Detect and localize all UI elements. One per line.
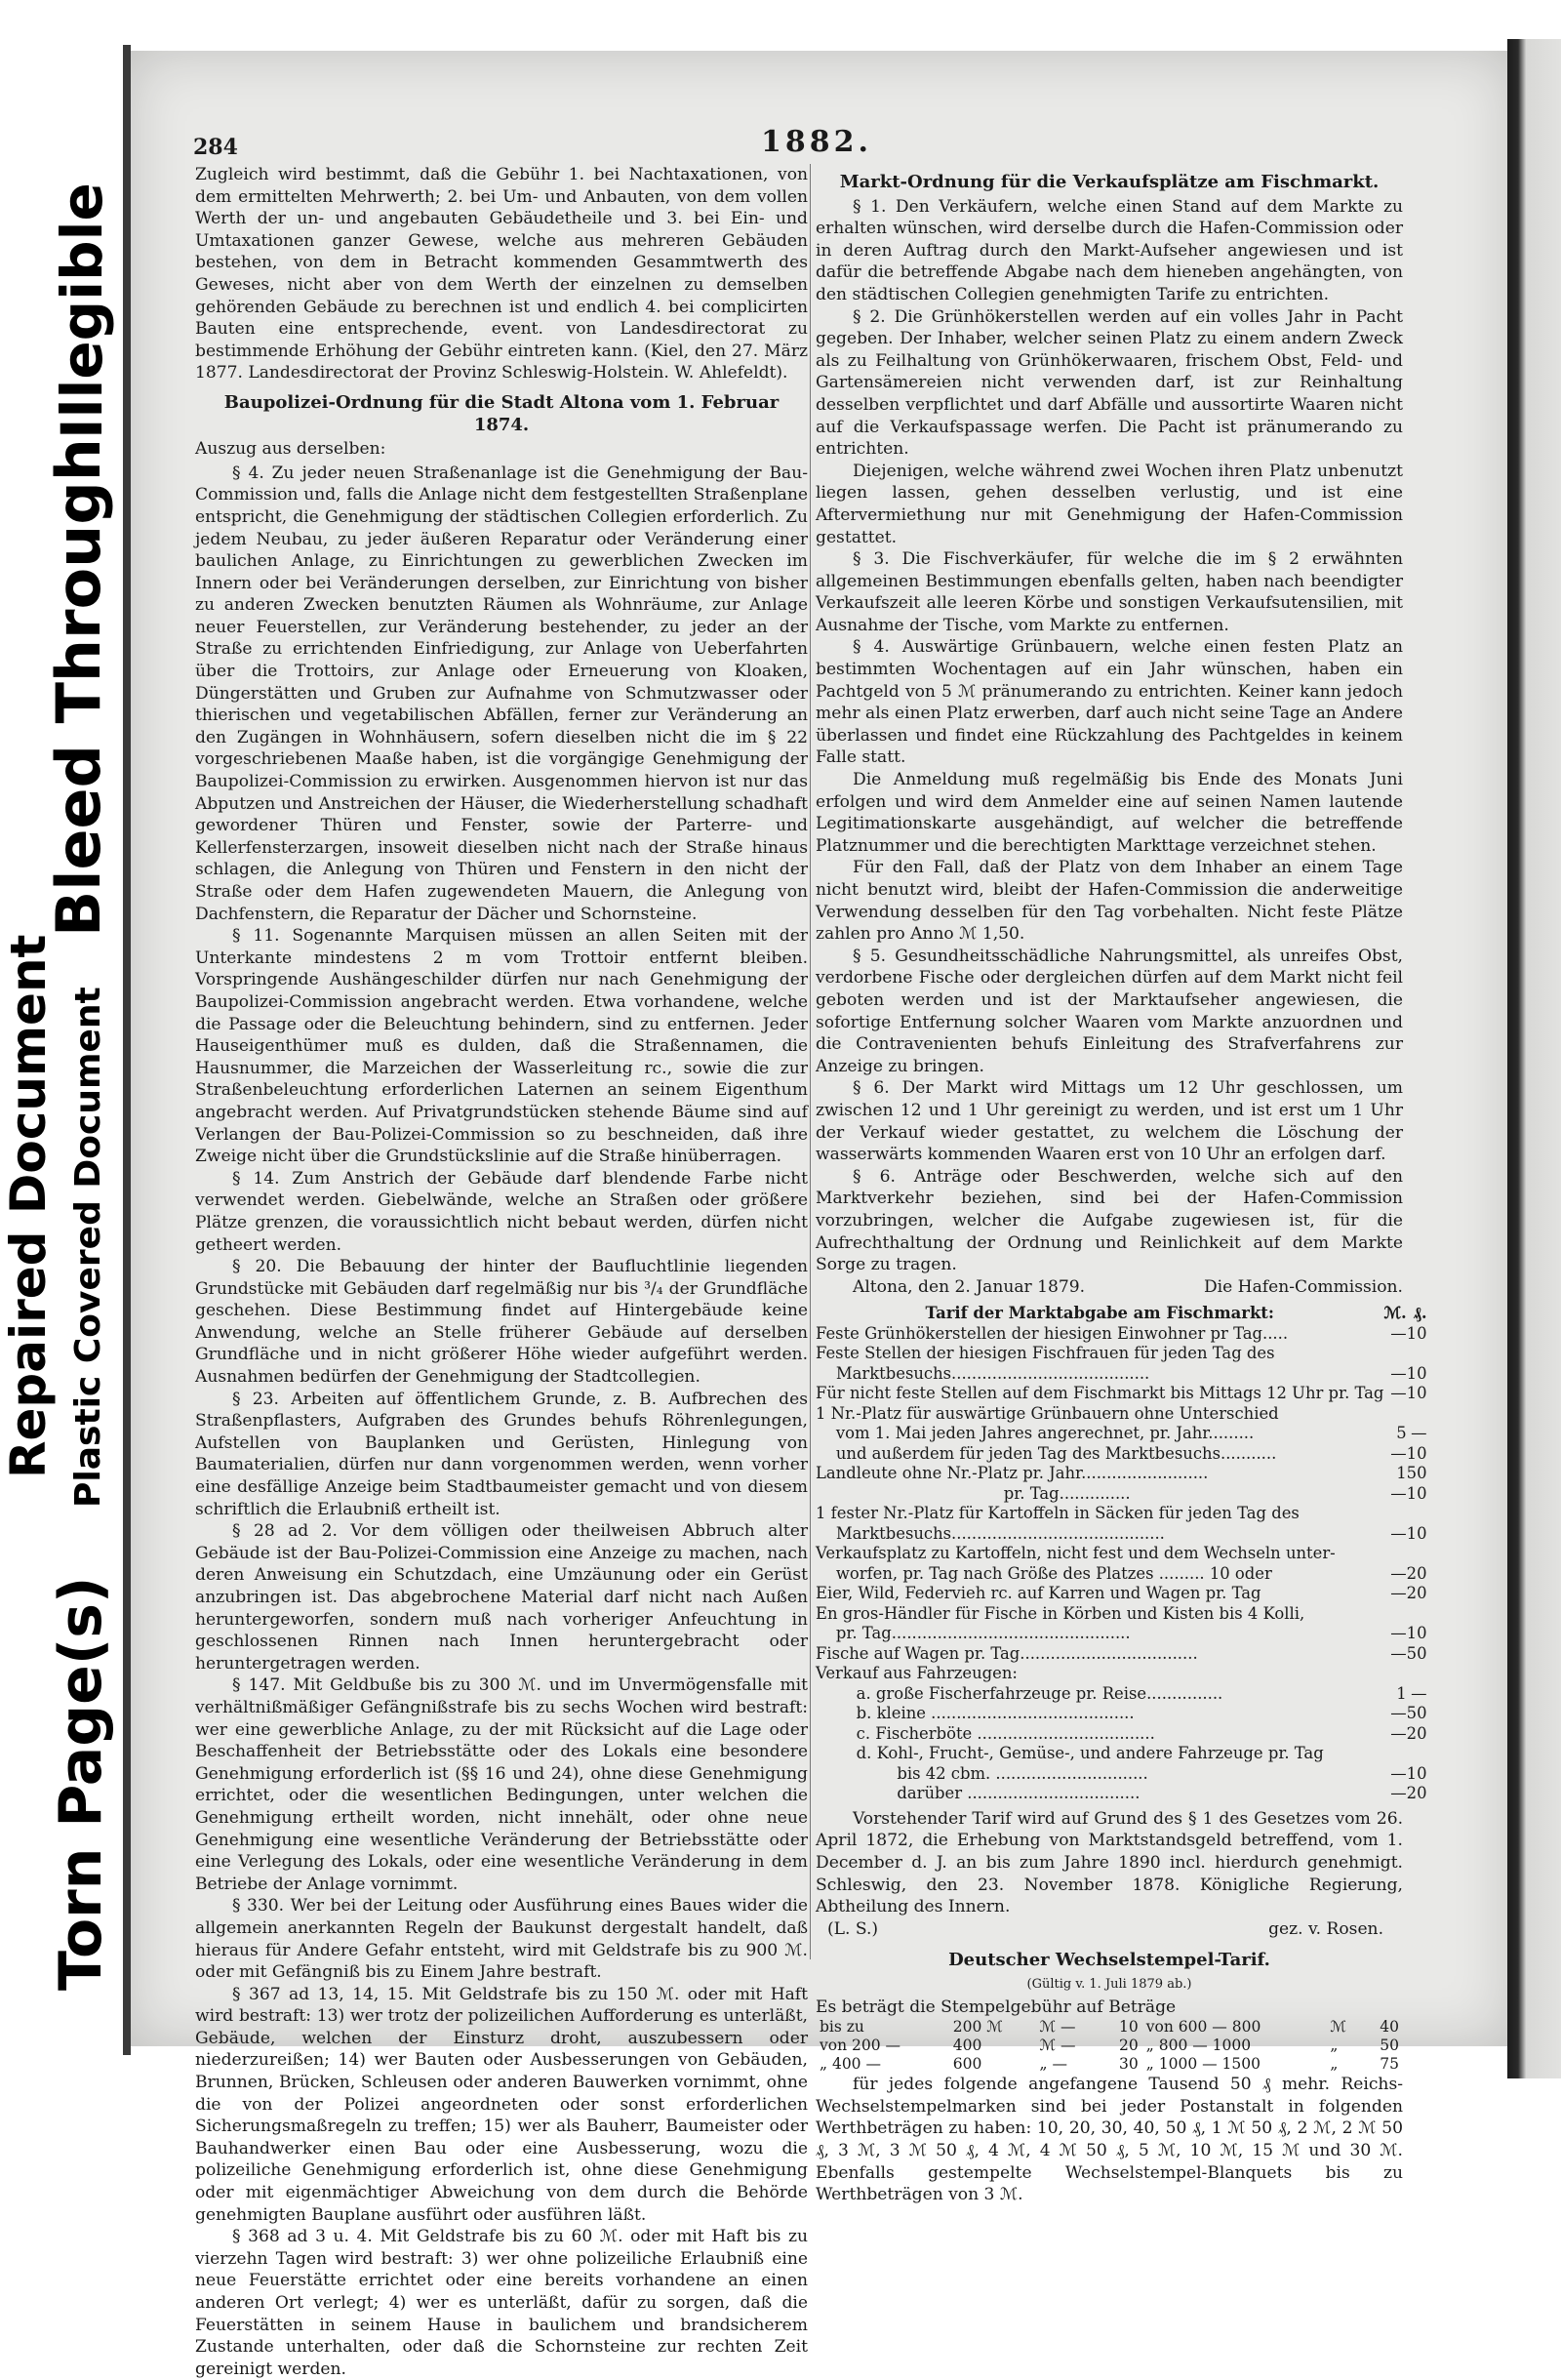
tarif-item: Feste Stellen der hiesigen Fischfrauen für jeden Tag des — [816, 1344, 1275, 1363]
tarif-mark: — — [1390, 1723, 1407, 1743]
stempel-heading: Deutscher Wechselstempel-Tarif. — [948, 1950, 1270, 1971]
stempel-cell: 30 — [1119, 2055, 1139, 2074]
stempel-cell: „ — [1330, 2037, 1339, 2055]
tarif-row — [816, 1544, 1427, 1564]
tarif-mark — [1383, 1404, 1406, 1425]
tarif-row — [816, 1604, 1427, 1625]
stempel-cell: 10 — [1119, 2018, 1139, 2037]
tarif-pf: — — [1411, 1683, 1427, 1703]
stempel-row — [816, 2018, 1403, 2037]
markt-place-date: Altona, den 2. Januar 1879. — [853, 1276, 1086, 1297]
markt-section-2: § 2. Die Grünhökerstellen werden auf ein volles Jahr in Pacht gegeben. Der Inhaber, welcher seinen Platz zu einem andern Zweck als zu Feilhaltung von Grünhökerwaaren, frischem Obst, Feld- und Gartensämereien nicht verwenden darf, ist zur Reinhaltung desselben verpflichtet und darf Abfälle und aussortirte Waaren nicht auf die Verkaufspassage werfen. Die Pacht ist pränumerando zu entrichten. — [816, 306, 1403, 460]
tarif-row — [816, 1384, 1427, 1404]
tarif-signoff — [816, 1918, 1403, 1941]
stempel-cell: 200 ℳ — [952, 2018, 1003, 2037]
stempel-cell: 75 — [1380, 2055, 1399, 2074]
baupolizei-heading: Baupolizei-Ordnung für die Stadt Altona vom 1. Februar 1874. — [223, 391, 780, 435]
intro-paragraph: Zugleich wird bestimmt, daß die Gebühr 1. bei Nachtaxationen, von dem ermittelten Mehrwerth; 2. bei Um- und Anbauten, von dem vollen Werth der un- und angebauten Gebäudetheile und 3. bei Ein- und Umtaxationen ganzer Gewese, welche aus mehreren Gebäuden bestehen, von dem in Betracht kommenden Gesammtwerth des Gewesеs, nicht aber von dem Werth der einzelnen zu demselben gehörenden Gebäude zu berechnen ist und endlich 4. bei complicirten Bauten eine entsprechende, event. von Landesdirectorat zu bestimmende Erhöhung der Gebühr eintreten kann. (Kiel, den 27. März 1877. Landesdirectorat der Provinz Schleswig-Holstein. W. Ahlefeldt). — [195, 165, 808, 383]
tarif-mark: — — [1390, 1384, 1407, 1403]
tarif-pf — [1407, 1604, 1427, 1625]
tarif-item: Für nicht feste Stellen auf dem Fischmarkt bis Mittags 12 Uhr pr. Tag — [816, 1384, 1384, 1403]
tarif-row — [816, 1564, 1427, 1585]
tarif-pf: 50 — [1406, 1704, 1427, 1723]
stempel-cell: ℳ — [1330, 2018, 1346, 2037]
tarif-title: Tarif der Marktabgabe am Fischmarkt: — [925, 1304, 1274, 1323]
section-147: § 147. Mit Geldbuße bis zu 300 ℳ. und im Unvermögensfalle mit verhältnißmäßiger Gefängnißstrafe bis zu sechs Wochen wird bestraft: wer eine gewerbliche Anlage, zu der mit Rücksicht auf die Lage oder Beschaffenheit der Betriebsstätte oder des Lokals eine besondere Genehmigung erforderlich ist (§§ 16 und 24), ohne diese Genehmigung errichtet, oder die wesentlichen Bedingungen, unter welchen die Genehmigung ertheilt worden, nicht innehält, oder ohne neue Genehmigung eine wesentliche Veränderung der Betriebsstätte oder eine Verlegung des Lokals, oder eine wesentliche Veränderung in dem Betriebe der Anlage vornimmt. — [195, 1675, 808, 1894]
tarif-row — [816, 1584, 1427, 1604]
stempel-cell: von 200 — — [820, 2037, 901, 2055]
tarif-row — [816, 1724, 1427, 1745]
tarif-item: Feste Grünhökerstellen der hiesigen Einwohner pr Tag..... — [816, 1323, 1289, 1343]
tarif-pf — [1407, 1504, 1427, 1524]
tarif-row — [816, 1464, 1427, 1484]
tarif-row — [816, 1624, 1427, 1644]
tarif-item: d. Kohl-, Frucht-, Gemüse-, und andere Fahrzeuge pr. Tag — [816, 1744, 1324, 1763]
tarif-pf: 20 — [1406, 1723, 1427, 1743]
bleed-through-label: Bleed Through — [43, 438, 114, 937]
tarif-pf: — — [1411, 1424, 1427, 1443]
tarif-row — [816, 1424, 1427, 1444]
tarif-row — [816, 1344, 1427, 1364]
marktordnung-heading: Markt-Ordnung für die Verkaufsplätze am Fischmarkt. — [839, 172, 1380, 192]
tarif-item: Verkaufsplatz zu Kartoffeln, nicht fest und dem Wechseln unter- — [816, 1544, 1336, 1563]
tarif-mark: — — [1390, 1643, 1407, 1663]
tarif-pf — [1407, 1744, 1427, 1764]
tarif-item: pr. Tag.............. — [816, 1483, 1131, 1503]
markt-section-4c: Für den Fall, daß der Platz von dem Inhaber an einem Tage nicht benutzt wird, bleibt der Hafen-Commission die anderweitige Verwendung desselben für den Tag vorbehalten. Nicht feste Plätze zahlen pro Anno ℳ 1,50. — [816, 858, 1403, 945]
tarif-mark — [1383, 1504, 1406, 1524]
section-28: § 28 ad 2. Vor dem völligen oder theilweisen Abbruch alter Gebäude ist der Bau-Polizei-Commission eine Anzeige zu machen, nach deren Anweisung ein Schutzdach, eine Umzäunung oder ein Gerüst anzubringen ist. Das abgebrochene Material darf nicht nach Außen heruntergeworfen, sondern muß nach vorheriger Anfeuchtung in geschlossenen Rinnen nach Innen heruntergebracht oder heruntergetragen werden. — [195, 1521, 808, 1674]
paper-left-edge — [123, 45, 131, 2055]
tarif-mark: — — [1390, 1704, 1407, 1723]
markt-section-2b: Diejenigen, welche während zwei Wochen ihren Platz unbenutzt liegen lassen, gehen desselben verlustig, und ist eine Aftervermiethung nur mit Genehmigung der Hafen-Commission gestattet. — [816, 461, 1403, 547]
stempel-cell: 50 — [1380, 2037, 1399, 2055]
stempel-cell: bis zu — [820, 2018, 864, 2037]
stempel-cell: von 600 — 800 — [1145, 2018, 1261, 2037]
tarif-row — [816, 1364, 1427, 1385]
torn-page-label: Torn Page(s) — [47, 1576, 115, 1991]
tarif-item: worfen, pr. Tag nach Größe des Platzes ......... 10 oder — [816, 1563, 1272, 1583]
tarif-row — [816, 1324, 1427, 1345]
tarif-item: Marktbesuchs....................................... — [816, 1363, 1150, 1383]
tarif-mark: — — [1390, 1624, 1407, 1643]
tarif-row — [816, 1784, 1427, 1804]
section-20: § 20. Die Bebauung der hinter der Baufluchtlinie liegenden Grundstücke mit Gebäuden darf regelmäßig nur bis ³/₄ der Grundfläche geschehen. Diese Bestimmung findet auf Hintergebäude keine Anwendung, welche an Stelle früherer Gebäude auf derselben Grundfläche und in nicht größerer Höhe wieder aufgeführt werden. Ausnahmen bedürfen der Genehmigung der Stadtcollegien. — [195, 1257, 808, 1388]
tarif-item: Eier, Wild, Federvieh rc. auf Karren und Wagen pr. Tag — [816, 1584, 1261, 1603]
tarif-row — [816, 1524, 1427, 1545]
stempel-cell: „ 800 — 1000 — [1145, 2037, 1252, 2055]
tarif-signature: gez. v. Rosen. — [1268, 1918, 1383, 1939]
tarif-row — [816, 1684, 1427, 1705]
markt-section-3: § 3. Die Fischverkäufer, für welche die im § 2 erwähnten allgemeinen Bestimmungen ebenfalls gelten, haben nach beendigter Verkaufszeit alle leeren Körbe und sonstigen Verkaufsutensilien, mit Ausnahme der Tische, vom Markte zu entfernen. — [816, 549, 1403, 635]
tarif-pf: 10 — [1406, 1363, 1427, 1383]
page-number: 284 — [193, 135, 238, 160]
tarif-mark: 1 — [1396, 1683, 1407, 1703]
tarif-item: und außerdem für jeden Tag des Marktbesuchs........... — [816, 1443, 1277, 1463]
section-367: § 367 ad 13, 14, 15. Mit Geldstrafe bis zu 150 ℳ. oder mit Haft wird bestraft: 13) wer trotz der polizeilichen Aufforderung es unterläßt, Gebäude, welchen der Einsturz droht, auszubessern oder niederzureißen; 14) wer Bauten oder Ausbesserungen von Gebäuden, Brunnen, Brücken, Schleusen oder anderen Bauwerken vornimmt, ohne die von der Polizei angeordneten oder sonst erforderlichen Sicherungsmaßregeln zu treffen; 15) wer als Bauherr, Baumeister oder Bauhandwerker einen Bau oder eine Ausbesserung, wozu die polizeiliche Genehmigung erforderlich ist, ohne diese Genehmigung oder mit eigenmächtiger Abweichung von dem durch die Behörde genehmigten Bauplane ausführt oder ausführen läßt. — [195, 1984, 808, 2225]
tarif-pf — [1407, 1664, 1427, 1684]
stempel-cell: 600 — [952, 2055, 982, 2074]
markt-section-6b: § 6. Anträge oder Beschwerden, welche sich auf den Marktverkehr beziehen, sind bei der Hafen-Commission vorzubringen, welcher die Aufgabe zugewiesen ist, für die Aufrechthaltung der Ordnung und Reinlichkeit auf dem Markte Sorge zu tragen. — [816, 1166, 1403, 1275]
tarif-item: pr. Tag............................................... — [816, 1624, 1131, 1643]
stempel-row — [816, 2037, 1403, 2055]
page-year: 1882. — [761, 125, 872, 159]
stempel-cell: „ — [1330, 2055, 1339, 2074]
tarif-pf: 10 — [1406, 1483, 1427, 1503]
stempel-cell: 400 — [952, 2037, 982, 2055]
tarif-item: Landleute ohne Nr.-Platz pr. Jahr......................... — [816, 1464, 1209, 1483]
section-368: § 368 ad 3 u. 4. Mit Geldstrafe bis zu 60 ℳ. oder mit Haft bis zu vierzehn Tagen wird bestraft: 3) wer ohne polizeiliche Erlaubniß eine neue Feuerstätte errichtet oder eine bereits vorhandene an einen anderen Ort verlegt; 4) wer es unterläßt, dafür zu sorgen, daß die Feuerstätten in seinem Hause in baulichem und brandsicherem Zustande unterhalten, oder daß die Schornsteine zur rechten Zeit gereinigt werden. — [195, 2227, 808, 2379]
tarif-pf: 20 — [1406, 1563, 1427, 1583]
stempel-cell: „ 400 — — [820, 2055, 881, 2074]
tarif-pf: 20 — [1406, 1584, 1427, 1603]
tarif-pf: 20 — [1406, 1784, 1427, 1803]
stempel-cell: 40 — [1380, 2018, 1399, 2037]
tarif-mark — [1383, 1344, 1406, 1364]
tarif-mark: — — [1390, 1523, 1407, 1543]
stempel-validity: (Gültig v. 1. Juli 1879 ab.) — [1026, 1976, 1192, 1992]
section-330: § 330. Wer bei der Leitung oder Ausführung eines Baues wider die allgemein anerkannten Regeln der Baukunst dergestalt handelt, daß hieraus für Andere Gefahr entsteht, wird mit Geldstrafe bis zu 900 ℳ. oder mit Gefängniß bis zu Einem Jahre bestraft. — [195, 1896, 808, 1983]
markt-section-5: § 5. Gesundheitsschädliche Nahrungsmittel, als unreifes Obst, verdorbene Fische oder dergleichen dürfen auf dem Markt nicht feil geboten werden und ist der Marktaufseher angewiesen, die sofortige Entfernung solcher Waaren vom Markte anzuordnen und die Contravenienten behufs Einleitung des Strafverfahrens zur Anzeige zu bringen. — [816, 946, 1403, 1076]
stempel-cell: 20 — [1119, 2037, 1139, 2055]
left-column — [195, 164, 808, 2380]
tarif-mark — [1383, 1744, 1406, 1764]
tarif-pf: 50 — [1406, 1464, 1427, 1483]
plastic-covered-label: Plastic Covered Document — [68, 987, 108, 1508]
tarif-pf: 10 — [1406, 1384, 1427, 1403]
tarif-item: darüber .................................. — [816, 1784, 1141, 1803]
tarif-row — [816, 1404, 1427, 1425]
tarif-mark: — — [1390, 1563, 1407, 1583]
tarif-mark — [1383, 1544, 1406, 1564]
tarif-mark — [1383, 1604, 1406, 1625]
tarif-item: c. Fischerböte ................................... — [816, 1723, 1155, 1743]
markt-section-6a: § 6. Der Markt wird Mittags um 12 Uhr geschlossen, um zwischen 12 und 1 Uhr gereinigt zu werden, und ist erst um 1 Uhr der Verkauf wieder gestattet, zu welchem die Löschung der wasserwärts kommenden Waaren erst von 10 Uhr an erfolgen darf. — [816, 1078, 1403, 1165]
stempel-cell: „ — — [1039, 2055, 1067, 2074]
markt-authority: Die Hafen-Commission. — [1203, 1276, 1403, 1297]
tarif-mark: 5 — [1396, 1424, 1407, 1443]
tarif-item: vom 1. Mai jeden Jahres angerechnet, pr. Jahr......... — [816, 1424, 1255, 1443]
tarif-mark: — — [1390, 1763, 1407, 1783]
repaired-document-label: Repaired Document — [0, 934, 57, 1478]
tarif-item: a. große Fischerfahrzeuge pr. Reise............... — [816, 1683, 1223, 1703]
illegible-label: Illegible — [49, 182, 115, 439]
tarif-item: bis 42 cbm. .............................. — [816, 1763, 1148, 1783]
tarif-mark: — — [1390, 1323, 1407, 1343]
tarif-pf: 10 — [1406, 1443, 1427, 1463]
stempel-table — [816, 2018, 1403, 2074]
tarif-mark: — — [1390, 1584, 1407, 1603]
tarif-mark: — — [1390, 1363, 1407, 1383]
tarif-pf: 50 — [1406, 1643, 1427, 1663]
tarif-row — [816, 1444, 1427, 1465]
tarif-item: Fische auf Wagen pr. Tag................................... — [816, 1643, 1198, 1663]
tarif-item: Marktbesuchs.......................................... — [816, 1523, 1165, 1543]
tarif-item: b. kleine ........................................ — [816, 1704, 1135, 1723]
section-4: § 4. Zu jeder neuen Straßenanlage ist die Genehmigung der Bau-Commission und, falls die Anlage nicht dem festgestellten Straßenplane entspricht, die Genehmigung der städtischen Collegien erforderlich. Zu jedem Neubau, zu jeder äußeren Reparatur oder Veränderung einer baulichen Anlage, zu Einrichtungen zu gewerblichen Zwecken im Innern oder bei Veränderungen derselben, zur Einrichtung von bisher zu anderen Zwecken benutzten Räumen als Wohnräume, zur Anlage neuer Feuerstellen, zur Veränderung bestehender, zu jeder an der Straße zu errichtenden Einfriedigung, zur Anlage von Ueberfahrten über die Trottoirs, zur Anlage oder Erneuerung von Kloaken, Düngerstätten und Gruben zur Aufnahme von Schmutzwasser oder thierischen und vegetabilischen Abfällen, ferner zur Veränderung an den Zugängen in Wohnhäusern, sofern dieselben nicht die im § 22 vorgeschriebenen Maaße haben, ist die vorgängige Genehmigung der Baupolizei-Commission zu erwirken. Ausgenommen hiervon ist nur das Abputzen und Anstreichen der Häuser, die Wiederherstellung schadhaft gewordener Thüren und Fenster, sowie der Parterre- und Kellerfensterzargen, insoweit dieselben nicht nach der Straße hinaus schlagen, die Anlegung von Thüren und Fenstern in den nicht der Straße oder dem Hafen zugewendeten Mauern, die Anlegung von Dachfenstern, die Reparatur der Dächer und Schornsteine. — [195, 463, 808, 924]
tarif-row — [816, 1704, 1427, 1724]
tarif-row — [816, 1644, 1427, 1665]
section-14: § 14. Zum Anstrich der Gebäude darf blendende Farbe nicht verwendet werden. Giebelwände, welche an Straßen oder größere Plätze grenzen, die voraussichtlich nicht bebaut werden, dürfen nicht getheert werden. — [195, 1168, 808, 1255]
tarif-row — [816, 1764, 1427, 1785]
tarif-item: En gros-Händler für Fische in Körben und Kisten bis 4 Kolli, — [816, 1603, 1305, 1623]
tarif-pf: 10 — [1406, 1624, 1427, 1643]
tarif-row — [816, 1504, 1427, 1524]
tarif-mark: 1 — [1396, 1464, 1407, 1483]
tarif-mark: — — [1390, 1443, 1407, 1463]
tarif-mark — [1383, 1664, 1406, 1684]
tarif-row — [816, 1744, 1427, 1764]
markt-section-4b: Die Anmeldung muß regelmäßig bis Ende des Monats Juni erfolgen und wird dem Anmelder eine auf seinen Namen lautende Legitimationskarte ausgehändigt, auf welcher die betreffende Platznummer und die berechtigten Markttage verzeichnet stehen. — [816, 770, 1403, 856]
markt-section-1: § 1. Den Verkäufern, welche einen Stand auf dem Markte zu erhalten wünschen, wird derselbe durch die Hafen-Commission oder in deren Auftrag durch den Markt-Aufseher angewiesen und ist dafür die betreffende Abgabe nach dem hieneben angehängten, von den städtischen Collegien genehmigten Tarife zu entrichten. — [816, 196, 1403, 304]
tarif-row — [816, 1664, 1427, 1684]
tarif-item: 1 fester Nr.-Platz für Kartoffeln in Säcken für jeden Tag des — [816, 1504, 1300, 1523]
seal: (L. S.) — [827, 1918, 879, 1939]
tarif-pf: 10 — [1406, 1323, 1427, 1343]
paper-right-edge — [1507, 39, 1561, 2078]
tarif-pf — [1407, 1544, 1427, 1564]
tarif-pf — [1407, 1344, 1427, 1364]
tarif-pf-header: ₰. — [1413, 1304, 1427, 1323]
markt-signoff — [816, 1276, 1403, 1299]
markt-section-4: § 4. Auswärtige Grünbauern, welche einen festen Platz an bestimmten Wochentagen auf ein Jahr wünschen, haben ein Pachtgeld von 5 ℳ pränumerando zu entrichten. Keiner kann jedoch mehr als einen Platz erwerben, darf auch nicht seine Tage an Andere überlassen und findet eine Rückzahlung des Pachtgeldes in keinem Falle statt. — [816, 637, 1403, 768]
tarif-pf: 10 — [1406, 1763, 1427, 1783]
tarif-mark-header: ℳ. — [1383, 1304, 1407, 1323]
tarif-note: Vorstehender Tarif wird auf Grund des § 1 des Gesetzes vom 26. April 1872, die Erhebung von Marktstandsgeld betreffend, vom 1. December d. J. an bis zum Jahre 1890 incl. hierdurch genehmigt. Schleswig, den 23. November 1878. Königliche Regierung, Abtheilung des Innern. — [816, 1808, 1403, 1917]
tarif-table — [816, 1304, 1427, 1804]
section-23: § 23. Arbeiten auf öffentlichem Grunde, z. B. Aufbrechen des Straßenpflasters, Aufgraben des Grundes behufs Röhrenlegungen, Aufstellen von Bauplanken und Gerüsten, Hinlegung von Baumaterialien, dürfen nur dann vorgenommen werden, wenn vorher eine desfällige Anzeige beim Stadtbaumeister gemacht und von diesem schriftlich die Erlaubniß ertheilt ist. — [195, 1389, 808, 1519]
section-11: § 11. Sogenannte Marquisen müssen an allen Seiten mit der Unterkante mindestens 2 m vom Trottoir entfernt bleiben. Vorspringende Aushängeschilder dürfen nur nach Genehmigung der Baupolizei-Commission angebracht werden. Etwa vorhandene, welche die Passage oder die Beleuchtung behindern, sind zu entfernen. Jeder Hauseigenthümer muß es dulden, daß die Straßennamen, die Hausnummer, die Marzeichen der Wasserleitung rc., sowie die zur Straßenbeleuchtung erforderlichen Laternen an seinem Eigenthum angebracht werden. Auf Privatgrundstücken stehende Bäume sind auf Verlangen der Bau-Polizei-Commission so zu beschneiden, daß ihre Zweige nicht über die Grundstückslinie auf die Straße hinüberragen. — [195, 926, 808, 1167]
stempel-text: für jedes folgende angefangene Tausend 50 ₰ mehr. Reichs-Wechselstempelmarken sind bei jeder Postanstalt in folgenden Werthbeträgen zu haben: 10, 20, 30, 40, 50 ₰, 1 ℳ 50 ₰, 2 ℳ, 2 ℳ 50 ₰, 3 ℳ, 3 ℳ 50 ₰, 4 ℳ, 4 ℳ 50 ₰, 5 ℳ, 10 ℳ, 15 ℳ und 30 ℳ. Ebenfalls gestempelte Wechselstempel-Blanquets bis zu Werthbeträgen von 3 ℳ. — [816, 2075, 1403, 2205]
stempel-row — [816, 2055, 1403, 2074]
stempel-cell: ℳ — — [1039, 2037, 1076, 2055]
tarif-row — [816, 1484, 1427, 1505]
stempel-intro: Es beträgt die Stempelgebühr auf Beträge — [816, 1997, 1177, 2017]
right-column — [816, 164, 1427, 2206]
stempel-cell: ℳ — — [1039, 2018, 1076, 2037]
tarif-item: Verkauf aus Fahrzeugen: — [816, 1664, 1018, 1683]
baupolizei-subhead: Auszug aus derselben: — [195, 439, 386, 460]
stempel-cell: „ 1000 — 1500 — [1145, 2055, 1261, 2074]
tarif-mark: — — [1390, 1784, 1407, 1803]
tarif-mark: — — [1390, 1483, 1407, 1503]
tarif-pf: 10 — [1406, 1523, 1427, 1543]
tarif-pf — [1407, 1404, 1427, 1425]
column-divider — [810, 164, 811, 1959]
tarif-item: 1 Nr.-Platz für auswärtige Grünbauern ohne Unterschied — [816, 1403, 1279, 1423]
